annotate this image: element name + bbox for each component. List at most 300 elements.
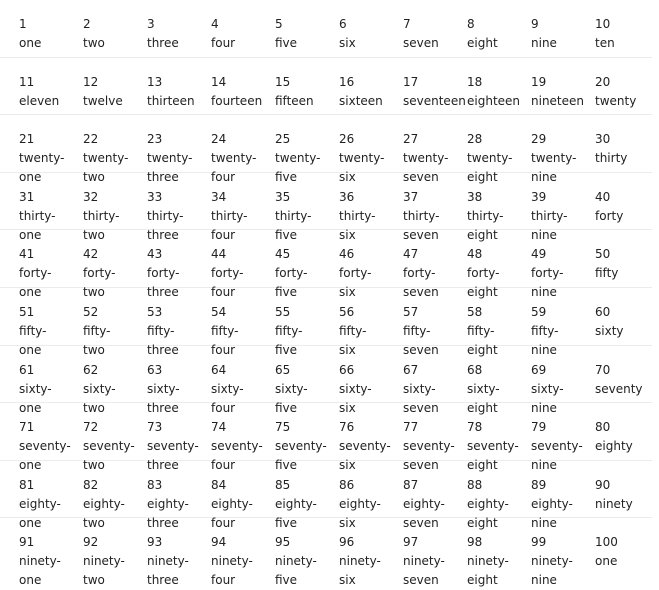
number-word-label: one: [19, 36, 42, 50]
number-word-label: sixty- nine: [531, 381, 564, 415]
number-cell: [211, 115, 275, 185]
number-cell: [19, 403, 83, 473]
number-word-label: fifty- five: [275, 323, 303, 357]
number-word-label: ninety- eight: [467, 554, 509, 588]
number-cell: [147, 0, 211, 57]
table-row: [0, 288, 652, 357]
number-cell: [595, 346, 659, 403]
number-cell: [19, 346, 83, 415]
numeral-label: 31: [19, 189, 35, 204]
number-word-label: six: [339, 36, 356, 50]
number-cell: [339, 346, 403, 415]
numeral-label: 76: [339, 420, 355, 435]
number-word-label: fifty- eight: [467, 323, 498, 357]
number-cell: [403, 518, 467, 588]
number-cell: [275, 115, 339, 185]
number-word-label: fifty- one: [19, 323, 47, 357]
number-word-label: seventy- one: [19, 439, 71, 473]
number-cell: [147, 58, 211, 115]
number-word-label: seventy- three: [147, 439, 199, 473]
number-cell: [531, 173, 595, 242]
numeral-label: 88: [467, 477, 483, 492]
numeral-label: 87: [403, 477, 419, 492]
number-cell: [467, 288, 531, 357]
number-word-label: seventy: [595, 381, 643, 396]
number-cell: [275, 518, 339, 588]
numeral-label: 65: [275, 362, 291, 377]
number-word-label: forty: [595, 208, 624, 223]
number-word-label: thirty- seven: [403, 208, 440, 242]
number-cell: [339, 461, 403, 530]
number-word-label: seventy- six: [339, 439, 391, 473]
numeral-label: 99: [531, 535, 547, 550]
numeral-label: 40: [595, 189, 611, 204]
numeral-label: 52: [83, 304, 99, 319]
number-word-label: one: [595, 554, 618, 569]
number-cell: [467, 115, 531, 185]
numeral-label: 22: [83, 132, 99, 147]
number-cell: [275, 230, 339, 300]
number-cell: [83, 58, 147, 115]
number-word-label: sixty- two: [83, 381, 116, 415]
numeral-label: 68: [467, 362, 483, 377]
number-word-label: ninety- seven: [403, 554, 445, 588]
numeral-label: 96: [339, 535, 355, 550]
numeral-label: 21: [19, 132, 35, 147]
numeral-label: 50: [595, 247, 611, 262]
numeral-label: 45: [275, 247, 291, 262]
number-cell: [83, 115, 147, 185]
number-word-label: eighty- two: [83, 496, 125, 530]
numeral-label: 67: [403, 362, 419, 377]
table-row: [0, 403, 652, 473]
number-word-label: fifteen: [275, 93, 314, 108]
numeral-label: 83: [147, 477, 163, 492]
number-cell: [531, 58, 595, 115]
number-word-label: fifty- two: [83, 323, 111, 357]
number-cell: [595, 115, 659, 172]
number-word-label: two: [83, 36, 105, 50]
number-cell: [531, 403, 595, 473]
number-word-label: thirty- one: [19, 208, 56, 242]
number-cell: [147, 173, 211, 242]
numeral-label: 86: [339, 477, 355, 492]
number-word-label: eighty- five: [275, 496, 317, 530]
numeral-label: 56: [339, 304, 355, 319]
number-word-label: ninety- two: [83, 554, 125, 588]
number-word-label: eighty- nine: [531, 496, 573, 530]
number-cell: [19, 0, 83, 57]
number-cell: [531, 518, 595, 588]
number-cell: [211, 58, 275, 115]
number-cell: [147, 403, 211, 473]
number-word-label: sixty- six: [339, 381, 372, 415]
numeral-label: 71: [19, 420, 35, 435]
number-cell: [339, 230, 403, 300]
number-word-label: sixty- four: [211, 381, 244, 415]
numeral-label: 53: [147, 304, 163, 319]
number-cell: [211, 0, 275, 57]
number-cell: [19, 461, 83, 530]
numeral-label: 70: [595, 362, 611, 377]
number-cell: [467, 403, 531, 473]
numeral-label: 23: [147, 132, 163, 147]
number-word-label: thirteen: [147, 93, 195, 108]
number-word-label: five: [275, 36, 298, 50]
numeral-label: 14: [211, 74, 227, 89]
number-word-label: twenty- eight: [467, 151, 513, 185]
number-word-label: three: [147, 36, 179, 50]
number-word-label: ninety- four: [211, 554, 253, 588]
numeral-label: 4: [211, 17, 219, 31]
number-cell: [339, 115, 403, 185]
number-word-label: eighteen: [467, 93, 521, 108]
number-cell: [531, 115, 595, 185]
number-word-label: thirty: [595, 151, 628, 166]
numeral-label: 1: [19, 17, 27, 31]
numeral-label: 79: [531, 420, 547, 435]
number-word-label: eighty- eight: [467, 496, 509, 530]
number-cell: [211, 230, 275, 300]
number-cell: [595, 288, 659, 345]
numeral-label: 64: [211, 362, 227, 377]
number-cell: [595, 518, 659, 575]
number-cell: [531, 461, 595, 530]
numeral-label: 73: [147, 420, 163, 435]
number-word-label: seventy- nine: [531, 439, 583, 473]
numeral-label: 95: [275, 535, 291, 550]
number-word-label: seventy- five: [275, 439, 327, 473]
number-cell: [403, 173, 467, 242]
number-word-label: eighty- six: [339, 496, 381, 530]
number-cell: [339, 58, 403, 115]
numeral-label: 43: [147, 247, 163, 262]
number-word-label: seventy- two: [83, 439, 135, 473]
number-cell: [339, 0, 403, 57]
numeral-label: 75: [275, 420, 291, 435]
numeral-label: 44: [211, 247, 227, 262]
number-word-label: thirty- three: [147, 208, 184, 242]
numeral-label: 89: [531, 477, 547, 492]
numeral-label: 42: [83, 247, 99, 262]
numeral-label: 26: [339, 132, 355, 147]
number-word-label: nineteen: [531, 93, 585, 108]
number-cell: [275, 58, 339, 115]
number-cell: [403, 58, 467, 115]
number-word-label: ninety- six: [339, 554, 381, 588]
numeral-label: 24: [211, 132, 227, 147]
numeral-label: 29: [531, 132, 547, 147]
numeral-label: 33: [147, 189, 163, 204]
numeral-label: 20: [595, 74, 611, 89]
number-cell: [403, 346, 467, 415]
number-cell: [147, 115, 211, 185]
number-word-label: four: [211, 36, 236, 50]
number-cell: [211, 461, 275, 530]
number-word-label: sixty- five: [275, 381, 308, 415]
numeral-label: 11: [19, 74, 35, 89]
number-cell: [467, 461, 531, 530]
number-cell: [147, 230, 211, 300]
numeral-label: 55: [275, 304, 291, 319]
number-word-label: seventeen: [403, 93, 466, 108]
number-word-label: eleven: [19, 93, 60, 108]
number-cell: [403, 0, 467, 57]
numeral-label: 74: [211, 420, 227, 435]
numeral-label: 3: [147, 17, 155, 31]
number-word-label: twenty- seven: [403, 151, 449, 185]
table-row: [0, 0, 652, 58]
numeral-label: 97: [403, 535, 419, 550]
number-word-label: eighty- seven: [403, 496, 445, 530]
numeral-label: 66: [339, 362, 355, 377]
table-row: [0, 461, 652, 530]
number-word-label: forty- nine: [531, 266, 564, 300]
numeral-label: 72: [83, 420, 99, 435]
number-cell: [531, 288, 595, 357]
number-cell: [403, 288, 467, 357]
number-word-label: thirty- eight: [467, 208, 504, 242]
numeral-label: 10: [595, 17, 611, 31]
numeral-label: 7: [403, 17, 411, 31]
number-word-label: thirty- five: [275, 208, 312, 242]
numeral-label: 77: [403, 420, 419, 435]
number-word-label: twenty- one: [19, 151, 65, 185]
number-cell: [83, 230, 147, 300]
number-word-label: ninety: [595, 496, 633, 511]
number-cell: [339, 518, 403, 588]
number-word-label: twelve: [83, 93, 123, 108]
number-word-label: thirty- four: [211, 208, 248, 242]
number-word-label: sixty- three: [147, 381, 180, 415]
number-word-label: twenty- nine: [531, 151, 577, 185]
number-cell: [211, 173, 275, 242]
numeral-label: 49: [531, 247, 547, 262]
table-row: [0, 346, 652, 415]
numeral-label: 36: [339, 189, 355, 204]
numeral-label: 32: [83, 189, 99, 204]
numeral-label: 34: [211, 189, 227, 204]
number-cell: [467, 0, 531, 57]
number-word-label: forty- seven: [403, 266, 439, 300]
table-row: [0, 58, 652, 116]
numeral-label: 46: [339, 247, 355, 262]
number-word-label: twenty- three: [147, 151, 193, 185]
number-cell: [83, 288, 147, 357]
number-cell: [83, 403, 147, 473]
number-word-label: eighty- three: [147, 496, 189, 530]
number-cell: [147, 346, 211, 415]
number-cell: [83, 461, 147, 530]
number-cell: [595, 173, 659, 230]
number-cell: [19, 288, 83, 357]
number-word-label: sixty- eight: [467, 381, 500, 415]
number-cell: [339, 288, 403, 357]
numeral-label: 63: [147, 362, 163, 377]
numeral-label: 15: [275, 74, 291, 89]
table-row: [0, 115, 652, 185]
number-word-label: sixty: [595, 323, 624, 338]
number-word-label: fifty- nine: [531, 323, 559, 357]
number-word-label: forty- one: [19, 266, 52, 300]
number-word-label: fifty- seven: [403, 323, 439, 357]
numeral-label: 35: [275, 189, 291, 204]
number-cell: [275, 288, 339, 357]
numeral-label: 90: [595, 477, 611, 492]
numeral-label: 2: [83, 17, 91, 31]
numeral-label: 28: [467, 132, 483, 147]
numeral-label: 69: [531, 362, 547, 377]
number-cell: [211, 518, 275, 588]
numeral-label: 57: [403, 304, 419, 319]
number-word-label: ninety- five: [275, 554, 317, 588]
number-word-label: sixteen: [339, 93, 383, 108]
number-word-label: eighty- four: [211, 496, 253, 530]
number-word-label: eighty: [595, 439, 633, 454]
numeral-label: 98: [467, 535, 483, 550]
number-cell: [275, 403, 339, 473]
number-cell: [211, 346, 275, 415]
number-cell: [19, 230, 83, 300]
number-cell: [83, 346, 147, 415]
numeral-label: 18: [467, 74, 483, 89]
numeral-label: 39: [531, 189, 547, 204]
number-cell: [19, 173, 83, 242]
number-word-label: forty- eight: [467, 266, 500, 300]
number-cell: [531, 346, 595, 415]
number-cell: [531, 230, 595, 300]
number-word-label: forty- three: [147, 266, 180, 300]
number-cell: [403, 403, 467, 473]
numeral-label: 16: [339, 74, 355, 89]
number-cell: [19, 58, 83, 115]
number-cell: [147, 461, 211, 530]
numeral-label: 13: [147, 74, 163, 89]
number-word-label: seventy- four: [211, 439, 263, 473]
numeral-label: 100: [595, 535, 618, 550]
number-word-label: twenty- four: [211, 151, 257, 185]
number-word-label: fifty- four: [211, 323, 239, 357]
number-cell: [595, 0, 659, 57]
number-word-label: ninety- three: [147, 554, 189, 588]
number-cell: [403, 461, 467, 530]
number-word-label: twenty- two: [83, 151, 129, 185]
number-cell: [19, 518, 83, 588]
numeral-label: 25: [275, 132, 291, 147]
numeral-label: 17: [403, 74, 419, 89]
number-word-label: forty- six: [339, 266, 372, 300]
number-cell: [467, 346, 531, 415]
number-word-label: nine: [531, 36, 557, 50]
number-word-label: thirty- nine: [531, 208, 568, 242]
numeral-label: 37: [403, 189, 419, 204]
number-word-label: ninety- nine: [531, 554, 573, 588]
numeral-label: 27: [403, 132, 419, 147]
numeral-label: 47: [403, 247, 419, 262]
number-cell: [339, 403, 403, 473]
number-word-label: seventy- seven: [403, 439, 455, 473]
numeral-label: 58: [467, 304, 483, 319]
number-word-label: seventy- eight: [467, 439, 519, 473]
number-cell: [467, 58, 531, 115]
number-cell: [467, 518, 531, 588]
number-word-label: thirty- two: [83, 208, 120, 242]
numeral-label: 80: [595, 420, 611, 435]
number-cell: [531, 0, 595, 57]
number-word-label: eight: [467, 36, 498, 50]
number-cell: [83, 518, 147, 588]
number-word-label: ninety- one: [19, 554, 61, 588]
numeral-label: 54: [211, 304, 227, 319]
number-cell: [595, 403, 659, 460]
numeral-label: 19: [531, 74, 547, 89]
numeral-label: 38: [467, 189, 483, 204]
number-cell: [19, 115, 83, 185]
number-word-label: forty- five: [275, 266, 308, 300]
table-row: [0, 173, 652, 242]
numeral-label: 93: [147, 535, 163, 550]
numeral-label: 60: [595, 304, 611, 319]
numeral-label: 41: [19, 247, 35, 262]
number-word-label: twenty- six: [339, 151, 385, 185]
number-cell: [275, 461, 339, 530]
number-word-label: fifty- three: [147, 323, 179, 357]
numeral-label: 94: [211, 535, 227, 550]
number-word-label: twenty- five: [275, 151, 321, 185]
number-word-label: ten: [595, 36, 615, 50]
numeral-label: 62: [83, 362, 99, 377]
numeral-label: 81: [19, 477, 35, 492]
table-row: [0, 518, 652, 588]
numeral-label: 9: [531, 17, 539, 31]
number-cell: [403, 115, 467, 185]
number-word-label: forty- two: [83, 266, 116, 300]
number-word-label: twenty: [595, 93, 637, 108]
number-cell: [467, 173, 531, 242]
number-word-label: forty- four: [211, 266, 244, 300]
numeral-label: 59: [531, 304, 547, 319]
numeral-label: 78: [467, 420, 483, 435]
numeral-label: 8: [467, 17, 475, 31]
numeral-label: 51: [19, 304, 35, 319]
number-cell: [83, 0, 147, 57]
number-cell: [403, 230, 467, 300]
number-cell: [275, 0, 339, 57]
number-word-label: sixty- seven: [403, 381, 439, 415]
numeral-label: 48: [467, 247, 483, 262]
number-cell: [83, 173, 147, 242]
numeral-label: 61: [19, 362, 35, 377]
number-cell: [339, 173, 403, 242]
number-word-label: fifty- six: [339, 323, 367, 357]
table-row: [0, 230, 652, 300]
numeral-label: 6: [339, 17, 347, 31]
number-cell: [595, 58, 659, 115]
number-word-label: seven: [403, 36, 439, 50]
number-word-label: fifty: [595, 266, 619, 281]
number-cell: [595, 461, 659, 518]
numeral-label: 84: [211, 477, 227, 492]
number-cell: [147, 288, 211, 357]
numeral-label: 82: [83, 477, 99, 492]
number-word-label: sixty- one: [19, 381, 52, 415]
numeral-label: 92: [83, 535, 99, 550]
number-word-label: thirty- six: [339, 208, 376, 242]
number-cell: [147, 518, 211, 588]
number-cell: [467, 230, 531, 300]
number-cell: [211, 288, 275, 357]
numeral-label: 91: [19, 535, 35, 550]
